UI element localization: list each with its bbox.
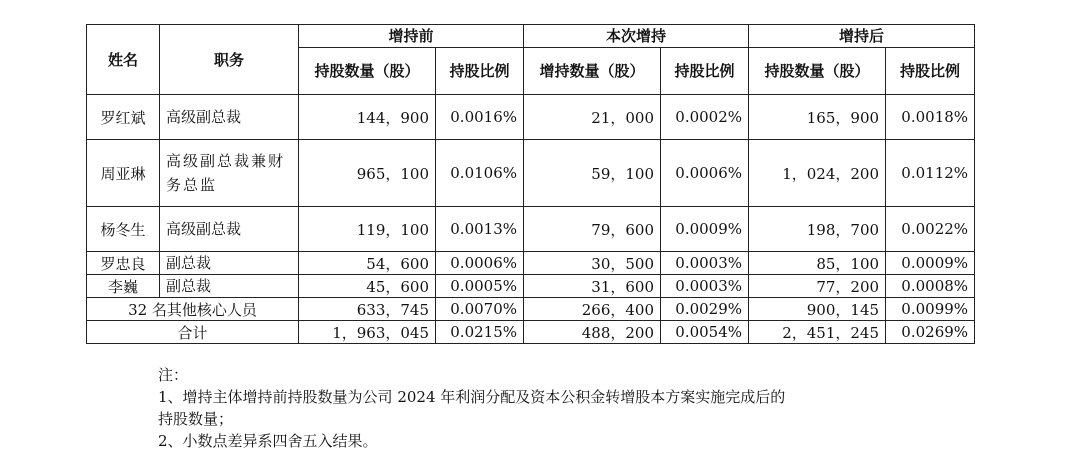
row-add-ratio: 0.0009% xyxy=(661,207,749,252)
note-1: 1、增持主体增持前持股数量为公司 2024 年利润分配及资本公积金转增股本方案实施完成后的 xyxy=(158,388,786,406)
row-before-shares: 965，100 xyxy=(299,140,436,207)
row-after-ratio: 0.0022% xyxy=(886,207,975,252)
row-after-shares: 77，200 xyxy=(749,275,886,298)
note-1-continued: 持股数量； xyxy=(158,410,234,428)
header-ratio-added: 持股比例 xyxy=(661,48,749,95)
header-after: 增持后 xyxy=(749,25,975,48)
row-before-ratio: 0.0016% xyxy=(436,95,524,140)
others-before-shares: 633，745 xyxy=(299,298,436,321)
row-after-shares: 1，024，200 xyxy=(749,140,886,207)
notes-title: 注： xyxy=(158,366,189,384)
row-add-ratio: 0.0002% xyxy=(661,95,749,140)
row-add-ratio: 0.0003% xyxy=(661,252,749,275)
row-position: 高级副总裁 xyxy=(160,207,299,252)
row-after-shares: 85，100 xyxy=(749,252,886,275)
header-before: 增持前 xyxy=(299,25,524,48)
shareholding-table xyxy=(86,24,975,344)
row-name: 周亚琳 xyxy=(87,140,160,207)
row-before-shares: 54，600 xyxy=(299,252,436,275)
row-after-ratio: 0.0009% xyxy=(886,252,975,275)
row-before-ratio: 0.0006% xyxy=(436,252,524,275)
row-add-shares: 59，100 xyxy=(524,140,661,207)
table-row xyxy=(87,140,975,207)
note-2: 2、小数点差异系四舍五入结果。 xyxy=(158,432,378,450)
row-name: 杨冬生 xyxy=(87,207,160,252)
table-row xyxy=(87,95,975,140)
total-add-shares: 488，200 xyxy=(524,321,661,344)
header-ratio: 持股比例 xyxy=(436,48,524,95)
row-name: 罗忠良 xyxy=(87,252,160,275)
others-after-shares: 900，145 xyxy=(749,298,886,321)
total-after-shares: 2，451，245 xyxy=(749,321,886,344)
row-add-shares: 31，600 xyxy=(524,275,661,298)
header-current: 本次增持 xyxy=(524,25,749,48)
row-position: 副总裁 xyxy=(160,275,299,298)
row-after-shares: 198，700 xyxy=(749,207,886,252)
row-add-shares: 30，500 xyxy=(524,252,661,275)
row-before-ratio: 0.0106% xyxy=(436,140,524,207)
others-label: 32 名其他核心人员 xyxy=(87,298,299,321)
total-label: 合计 xyxy=(87,321,299,344)
row-before-ratio: 0.0013% xyxy=(436,207,524,252)
header-ratio-after: 持股比例 xyxy=(886,48,975,95)
row-after-shares: 165，900 xyxy=(749,95,886,140)
row-after-ratio: 0.0008% xyxy=(886,275,975,298)
row-add-shares: 21，000 xyxy=(524,95,661,140)
row-add-ratio: 0.0006% xyxy=(661,140,749,207)
others-before-ratio: 0.0070% xyxy=(436,298,524,321)
header-name: 姓名 xyxy=(87,25,160,95)
row-position: 副总裁 xyxy=(160,252,299,275)
row-name: 罗红斌 xyxy=(87,95,160,140)
row-before-shares: 119，100 xyxy=(299,207,436,252)
total-before-shares: 1，963，045 xyxy=(299,321,436,344)
row-position: 高级副总裁 xyxy=(160,95,299,140)
row-add-shares: 79，600 xyxy=(524,207,661,252)
row-before-shares: 144，900 xyxy=(299,95,436,140)
row-before-ratio: 0.0005% xyxy=(436,275,524,298)
header-shares-held: 持股数量（股） xyxy=(299,48,436,95)
row-position: 高级副总裁兼财务总监 xyxy=(160,140,299,207)
row-after-ratio: 0.0112% xyxy=(886,140,975,207)
table-row xyxy=(87,275,975,298)
table-row xyxy=(87,207,975,252)
table-row-total xyxy=(87,321,975,344)
header-shares-added: 增持数量（股） xyxy=(524,48,661,95)
header-position: 职务 xyxy=(160,25,299,95)
total-after-ratio: 0.0269% xyxy=(886,321,975,344)
total-before-ratio: 0.0215% xyxy=(436,321,524,344)
row-after-ratio: 0.0018% xyxy=(886,95,975,140)
total-add-ratio: 0.0054% xyxy=(661,321,749,344)
notes xyxy=(158,364,785,452)
others-add-shares: 266，400 xyxy=(524,298,661,321)
header-shares-after: 持股数量（股） xyxy=(749,48,886,95)
table-row xyxy=(87,252,975,275)
row-name: 李巍 xyxy=(87,275,160,298)
others-after-ratio: 0.0099% xyxy=(886,298,975,321)
others-add-ratio: 0.0029% xyxy=(661,298,749,321)
row-before-shares: 45，600 xyxy=(299,275,436,298)
row-add-ratio: 0.0003% xyxy=(661,275,749,298)
table-row-others xyxy=(87,298,975,321)
